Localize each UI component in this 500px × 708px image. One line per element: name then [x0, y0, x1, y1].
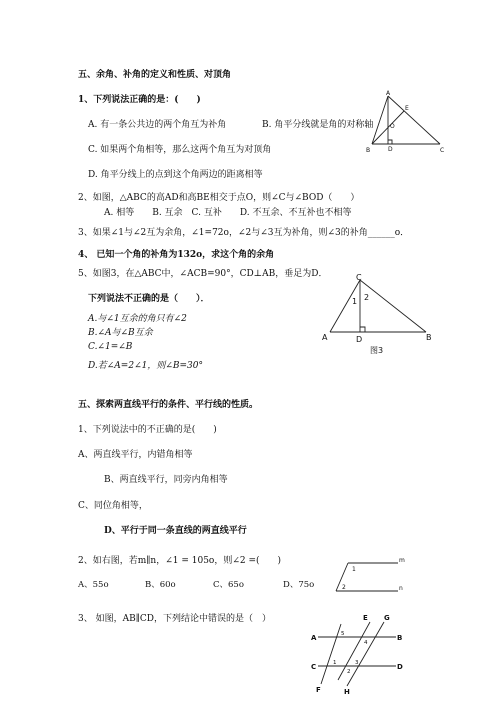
- q5-option-d: D.若∠A=2∠1，则∠B=30°: [88, 361, 203, 371]
- figure-3: [318, 272, 438, 360]
- label-angle-2: 2: [364, 293, 370, 302]
- label-A: A: [386, 90, 391, 97]
- label-G: G: [384, 614, 390, 622]
- label-angle-3: 3: [355, 660, 359, 666]
- q5-stem: 5、如图3，在△ABC中，∠ACB=90°，CD⊥AB，垂足为D．: [78, 269, 328, 279]
- label-F: F: [316, 686, 321, 694]
- s2-q3-stem: 3、 如图，AB∥CD，下列结论中错误的是（ ）: [78, 614, 271, 624]
- label-O: O: [390, 123, 395, 130]
- label-angle-1: 1: [352, 566, 356, 573]
- label-angle-1: 1: [333, 660, 337, 666]
- s2-q1-stem: 1、下列说法中的不正确的是( ): [78, 425, 217, 435]
- label-n: n: [399, 585, 403, 592]
- label-E: E: [363, 614, 368, 622]
- s2-q2-option-d: D、75o: [283, 580, 315, 590]
- section-title-1: 五、余角、补角的定义和性质、对顶角: [78, 70, 232, 80]
- s2-q2-stem: 2、如右图，若m∥n，∠1 = 105o，则∠2 =( ): [78, 556, 282, 566]
- s2-q1-option-c: C、同位角相等，: [78, 501, 148, 511]
- q1-option-b: B. 角平分线就是角的对称轴: [262, 120, 374, 130]
- label-E: E: [405, 105, 409, 112]
- label-D: D: [356, 335, 363, 344]
- label-B: B: [397, 634, 403, 642]
- s2-q1-option-b: B、两直线平行，同旁内角相等: [104, 475, 228, 485]
- s2-q1-option-a: A、两直线平行，内错角相等: [78, 450, 193, 460]
- q2-options: A. 相等 B. 互余 C. 互补 D. 不互余、不互补也不相等: [104, 208, 352, 218]
- s2-q2-option-a: A、55o: [78, 580, 109, 590]
- s2-q2-option-b: B、60o: [145, 580, 176, 590]
- q1-stem: 1、下列说法正确的是：( ): [78, 95, 201, 105]
- label-C: C: [311, 663, 317, 671]
- section-title-2: 五、探索两直线平行的条件、平行线的性质。: [78, 400, 259, 410]
- label-C: C: [356, 273, 362, 282]
- label-angle-2: 2: [347, 669, 351, 675]
- parallel-lines-mn-figure: [330, 555, 410, 600]
- q5-option-c: C.∠1=∠B: [88, 342, 133, 352]
- label-D: D: [397, 663, 403, 671]
- q5-sub: 下列说法不正确的是（ ）．: [88, 294, 210, 304]
- label-angle-1: 1: [352, 297, 358, 306]
- q3-text: 3、如果∠1与∠2互为余角，∠1=72o，∠2与∠3互为补角，则∠3的补角______o．: [78, 228, 410, 238]
- triangle-altitudes-figure: [360, 88, 450, 158]
- transversal-ab-cd-figure: [308, 610, 408, 696]
- q1-option-a: A. 有一条公共边的两个角互为补角: [88, 120, 227, 130]
- label-B: B: [426, 333, 432, 342]
- label-D: D: [388, 146, 393, 153]
- label-B: B: [366, 147, 371, 154]
- label-angle-2: 2: [342, 584, 346, 591]
- label-A: A: [322, 333, 328, 342]
- q2-stem: 2、如图，△ABC的高AD和高BE相交于点O，则∠C与∠BOD（ ）: [78, 193, 360, 203]
- q5-option-a: A.与∠1互余的角只有∠2: [88, 314, 187, 324]
- label-angle-4: 4: [364, 640, 368, 646]
- label-C: C: [440, 147, 445, 154]
- label-angle-5: 5: [341, 631, 345, 637]
- label-H: H: [344, 688, 350, 696]
- s2-q2-option-c: C、65o: [213, 580, 244, 590]
- label-m: m: [399, 557, 405, 564]
- q1-option-d: D. 角平分线上的点到这个角两边的距离相等: [88, 170, 263, 180]
- q4-text: 4、 已知一个角的补角为132o，求这个角的余角: [78, 250, 275, 260]
- q1-option-c: C. 如果两个角相等，那么这两个角互为对顶角: [88, 145, 272, 155]
- figure-caption: 图3: [370, 346, 384, 355]
- s2-q1-option-d: D、平行于同一条直线的两直线平行: [104, 526, 247, 536]
- q5-option-b: B.∠A与∠B互余: [88, 328, 153, 338]
- label-A: A: [311, 634, 317, 642]
